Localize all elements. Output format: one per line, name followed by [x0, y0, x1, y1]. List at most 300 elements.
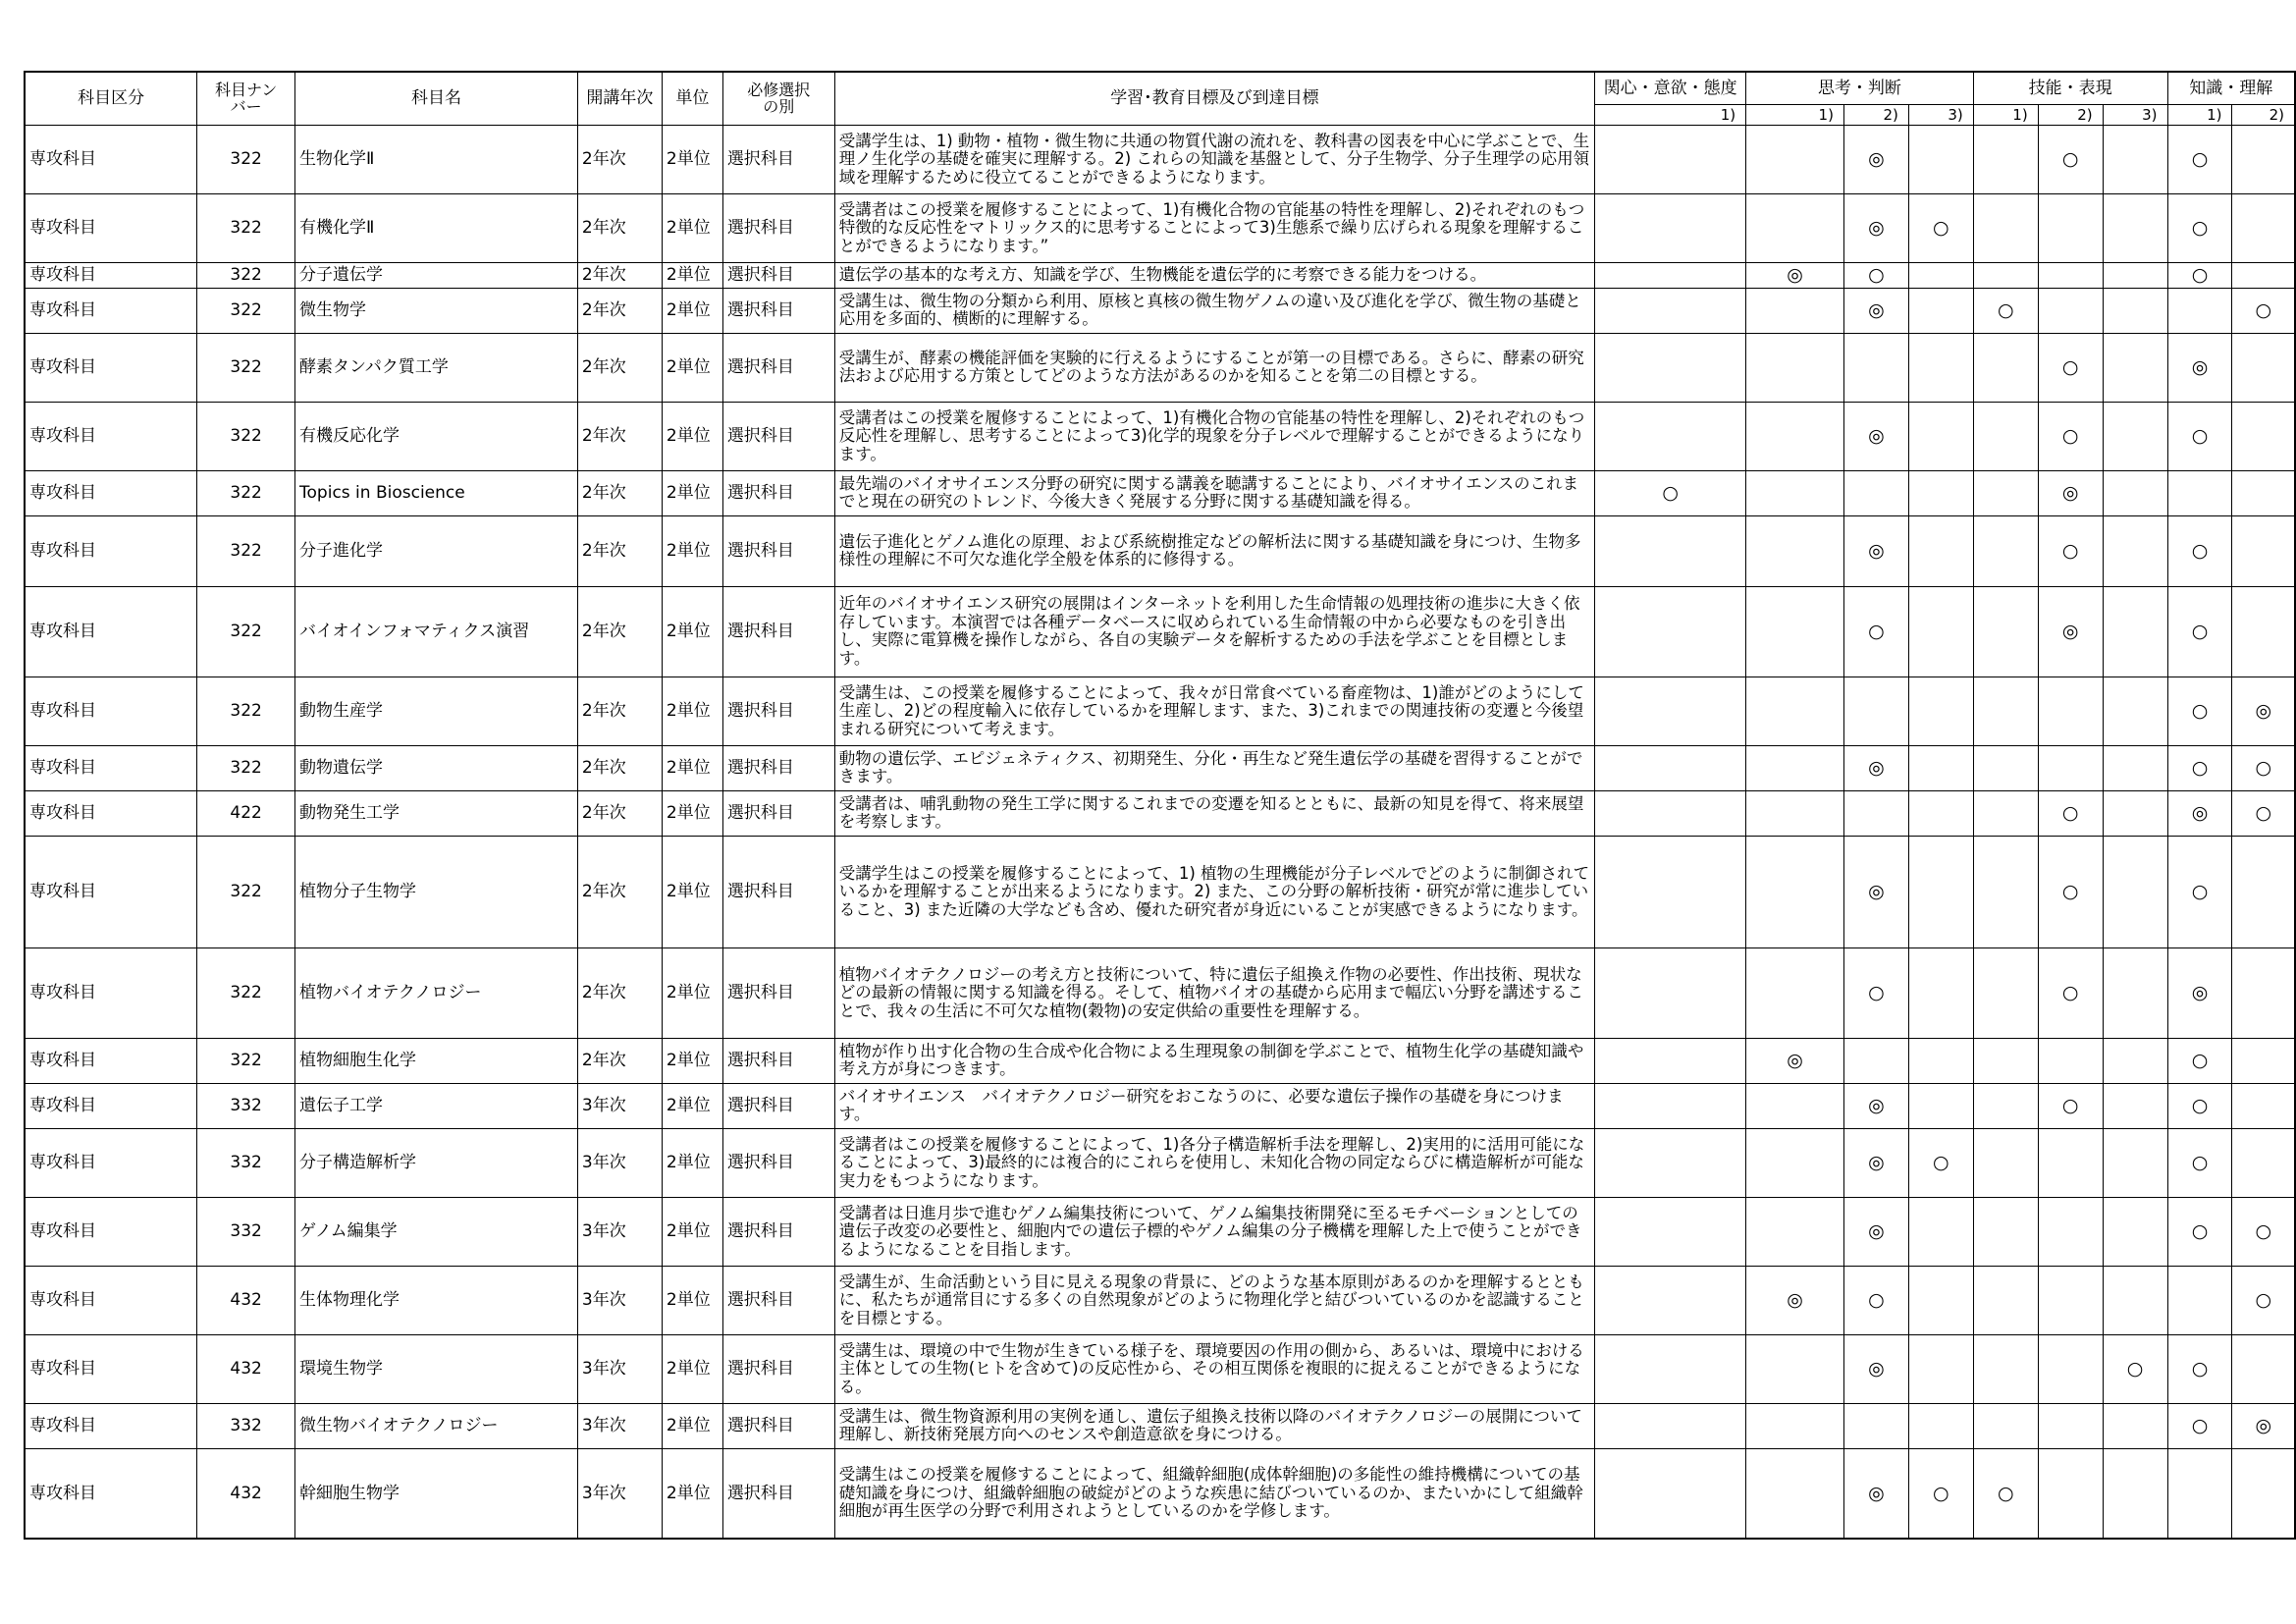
- mark-cell: [1746, 1128, 1844, 1197]
- category-cell: 専攻科目: [25, 1197, 197, 1266]
- mark-cell: [2103, 1197, 2167, 1266]
- mark-cell: [2232, 1128, 2295, 1197]
- mark-cell: ◎: [2038, 470, 2103, 515]
- mark-cell: [1973, 947, 2038, 1038]
- mark-cell: [2232, 470, 2295, 515]
- year-cell: 2年次: [577, 194, 662, 263]
- description-cell: バイオサイエンス バイオテクノロジー研究をおこなうのに、必要な遺伝子操作の基礎を身につけます。: [834, 1083, 1594, 1128]
- mark-cell: [2038, 1448, 2103, 1539]
- mark-cell: [1908, 1038, 1973, 1083]
- course-name-cell: 有機化学Ⅱ: [295, 194, 578, 263]
- requirement-cell: 選択科目: [722, 288, 834, 333]
- requirement-cell: 選択科目: [722, 677, 834, 745]
- header-group-knowledge: 知識・理解: [2167, 72, 2295, 105]
- header-sub: 3): [1908, 105, 1973, 126]
- category-cell: 専攻科目: [25, 586, 197, 677]
- mark-cell: [2232, 1038, 2295, 1083]
- number-cell: 332: [197, 1128, 295, 1197]
- mark-cell: [2103, 1403, 2167, 1448]
- mark-cell: [2038, 1403, 2103, 1448]
- mark-cell: ◎: [2038, 586, 2103, 677]
- mark-cell: [1908, 515, 1973, 586]
- mark-cell: ○: [2038, 1083, 2103, 1128]
- category-cell: 専攻科目: [25, 677, 197, 745]
- mark-cell: ◎: [2232, 677, 2295, 745]
- mark-cell: [1595, 947, 1746, 1038]
- unit-cell: 2単位: [662, 288, 722, 333]
- course-name-cell: Topics in Bioscience: [295, 470, 578, 515]
- year-cell: 3年次: [577, 1266, 662, 1334]
- unit-cell: 2単位: [662, 470, 722, 515]
- mark-cell: [1595, 1448, 1746, 1539]
- header-number-line2: バー: [230, 96, 262, 116]
- number-cell: 322: [197, 836, 295, 947]
- course-name-cell: 微生物学: [295, 288, 578, 333]
- table-row: [25, 402, 2295, 470]
- mark-cell: ◎: [1843, 836, 1908, 947]
- mark-cell: ◎: [1843, 745, 1908, 790]
- mark-cell: ◎: [2167, 790, 2232, 836]
- mark-cell: [1973, 1128, 2038, 1197]
- mark-cell: [1595, 586, 1746, 677]
- mark-cell: ○: [2167, 1403, 2232, 1448]
- mark-cell: [1843, 677, 1908, 745]
- mark-cell: ○: [2232, 288, 2295, 333]
- mark-cell: [1843, 470, 1908, 515]
- mark-cell: ○: [1908, 194, 1973, 263]
- header-year: 開講年次: [577, 72, 662, 126]
- table-row: [25, 194, 2295, 263]
- header-req: [722, 72, 834, 126]
- mark-cell: ○: [1843, 947, 1908, 1038]
- mark-cell: ○: [1843, 586, 1908, 677]
- mark-cell: ○: [2103, 1334, 2167, 1403]
- mark-cell: ○: [2167, 402, 2232, 470]
- mark-cell: [1908, 836, 1973, 947]
- table-row: [25, 745, 2295, 790]
- year-cell: 3年次: [577, 1334, 662, 1403]
- category-cell: 専攻科目: [25, 1128, 197, 1197]
- mark-cell: ○: [2232, 1266, 2295, 1334]
- category-cell: 専攻科目: [25, 263, 197, 289]
- mark-cell: [1746, 836, 1844, 947]
- requirement-cell: 選択科目: [722, 1403, 834, 1448]
- mark-cell: [2103, 402, 2167, 470]
- mark-cell: [1746, 333, 1844, 402]
- mark-cell: ○: [2167, 1197, 2232, 1266]
- mark-cell: [1908, 1334, 1973, 1403]
- mark-cell: [2232, 1334, 2295, 1403]
- mark-cell: ◎: [1843, 1083, 1908, 1128]
- requirement-cell: 選択科目: [722, 1266, 834, 1334]
- course-name-cell: 分子構造解析学: [295, 1128, 578, 1197]
- requirement-cell: 選択科目: [722, 515, 834, 586]
- category-cell: 専攻科目: [25, 1038, 197, 1083]
- category-cell: 専攻科目: [25, 947, 197, 1038]
- mark-cell: ○: [2038, 836, 2103, 947]
- number-cell: 322: [197, 402, 295, 470]
- number-cell: 332: [197, 1083, 295, 1128]
- mark-cell: [1595, 1403, 1746, 1448]
- requirement-cell: 選択科目: [722, 1083, 834, 1128]
- category-cell: 専攻科目: [25, 470, 197, 515]
- mark-cell: [1908, 470, 1973, 515]
- mark-cell: [1973, 1266, 2038, 1334]
- mark-cell: ○: [2038, 790, 2103, 836]
- unit-cell: 2単位: [662, 1083, 722, 1128]
- course-name-cell: バイオインフォマティクス演習: [295, 586, 578, 677]
- mark-cell: ◎: [1843, 515, 1908, 586]
- mark-cell: [2103, 126, 2167, 194]
- requirement-cell: 選択科目: [722, 470, 834, 515]
- unit-cell: 2単位: [662, 263, 722, 289]
- mark-cell: [1595, 402, 1746, 470]
- mark-cell: [2103, 745, 2167, 790]
- description-cell: 受講生は、微生物の分類から利用、原核と真核の微生物ゲノムの違い及び進化を学び、微生物の基礎と応用を多面的、横断的に理解する。: [834, 288, 1594, 333]
- mark-cell: [1746, 126, 1844, 194]
- mark-cell: [1973, 194, 2038, 263]
- year-cell: 3年次: [577, 1128, 662, 1197]
- mark-cell: [1595, 126, 1746, 194]
- category-cell: 専攻科目: [25, 126, 197, 194]
- mark-cell: ◎: [1746, 1038, 1844, 1083]
- mark-cell: ◎: [2232, 1403, 2295, 1448]
- description-cell: 最先端のバイオサイエンス分野の研究に関する講義を聴講することにより、バイオサイエンスのこれまでと現在の研究のトレンド、今後大きく発展する分野に関する基礎知識を得る。: [834, 470, 1594, 515]
- mark-cell: [1746, 515, 1844, 586]
- mark-cell: [1973, 263, 2038, 289]
- number-cell: 322: [197, 745, 295, 790]
- mark-cell: [1973, 745, 2038, 790]
- mark-cell: ○: [2038, 126, 2103, 194]
- mark-cell: [2038, 1334, 2103, 1403]
- year-cell: 2年次: [577, 333, 662, 402]
- number-cell: 332: [197, 1403, 295, 1448]
- mark-cell: [1595, 1128, 1746, 1197]
- table-row: [25, 470, 2295, 515]
- course-name-cell: 幹細胞生物学: [295, 1448, 578, 1539]
- unit-cell: 2単位: [662, 745, 722, 790]
- header-group-thinking: 思考・判断: [1746, 72, 1974, 105]
- category-cell: 専攻科目: [25, 836, 197, 947]
- mark-cell: [2103, 1128, 2167, 1197]
- year-cell: 2年次: [577, 288, 662, 333]
- mark-cell: ○: [2038, 333, 2103, 402]
- mark-cell: [2167, 470, 2232, 515]
- description-cell: 受講者はこの授業を履修することによって、1)各分子構造解析手法を理解し、2)実用的に活用可能になることによって、3)最終的には複合的にこれらを使用し、未知化合物の同定ならびに構造解析が可能な実力をもつようになります。: [834, 1128, 1594, 1197]
- table-body: [25, 126, 2295, 1540]
- mark-cell: [1973, 515, 2038, 586]
- header-req-line2: の別: [763, 96, 795, 116]
- table-row: [25, 1403, 2295, 1448]
- mark-cell: [1908, 333, 1973, 402]
- mark-cell: [2038, 1266, 2103, 1334]
- mark-cell: ○: [2167, 1038, 2232, 1083]
- description-cell: 受講生は、この授業を履修することによって、我々が日常食べている畜産物は、1)誰がどのようにして生産し、2)どの程度輸入に依存しているかを理解します、また、3)これまでの関連技術の変遷と今後望まれる研究について考えます。: [834, 677, 1594, 745]
- course-name-cell: 植物細胞生化学: [295, 1038, 578, 1083]
- mark-cell: ○: [2038, 515, 2103, 586]
- mark-cell: [2103, 194, 2167, 263]
- mark-cell: [1908, 263, 1973, 289]
- mark-cell: [1908, 288, 1973, 333]
- unit-cell: 2単位: [662, 1266, 722, 1334]
- mark-cell: ○: [2167, 745, 2232, 790]
- table-row: [25, 790, 2295, 836]
- year-cell: 2年次: [577, 790, 662, 836]
- header-sub: 1): [2167, 105, 2232, 126]
- mark-cell: [1973, 402, 2038, 470]
- mark-cell: [2103, 1448, 2167, 1539]
- table-row: [25, 677, 2295, 745]
- mark-cell: ◎: [1843, 1128, 1908, 1197]
- header-group-skill: 技能・表現: [1973, 72, 2167, 105]
- header-sub: 1): [1595, 105, 1746, 126]
- mark-cell: ◎: [1843, 288, 1908, 333]
- header-unit: 単位: [662, 72, 722, 126]
- mark-cell: [1973, 836, 2038, 947]
- number-cell: 332: [197, 1197, 295, 1266]
- number-cell: 322: [197, 333, 295, 402]
- mark-cell: ○: [2167, 836, 2232, 947]
- table-row: [25, 333, 2295, 402]
- mark-cell: [2103, 470, 2167, 515]
- mark-cell: ○: [2232, 1197, 2295, 1266]
- unit-cell: 2単位: [662, 515, 722, 586]
- unit-cell: 2単位: [662, 333, 722, 402]
- mark-cell: [2103, 677, 2167, 745]
- requirement-cell: 選択科目: [722, 836, 834, 947]
- mark-cell: [2167, 1448, 2232, 1539]
- year-cell: 2年次: [577, 677, 662, 745]
- mark-cell: [1973, 1334, 2038, 1403]
- mark-cell: [2167, 288, 2232, 333]
- requirement-cell: 選択科目: [722, 1334, 834, 1403]
- mark-cell: [1746, 745, 1844, 790]
- requirement-cell: 選択科目: [722, 194, 834, 263]
- mark-cell: ◎: [2167, 947, 2232, 1038]
- category-cell: 専攻科目: [25, 515, 197, 586]
- requirement-cell: 選択科目: [722, 333, 834, 402]
- mark-cell: [2103, 288, 2167, 333]
- requirement-cell: 選択科目: [722, 126, 834, 194]
- year-cell: 2年次: [577, 947, 662, 1038]
- mark-cell: [1908, 586, 1973, 677]
- mark-cell: [2232, 402, 2295, 470]
- mark-cell: [2103, 333, 2167, 402]
- mark-cell: [1746, 1334, 1844, 1403]
- mark-cell: ◎: [2167, 333, 2232, 402]
- mark-cell: [1746, 194, 1844, 263]
- description-cell: 植物が作り出す化合物の生合成や化合物による生理現象の制御を学ぶことで、植物生化学の基礎知識や考え方が身につきます。: [834, 1038, 1594, 1083]
- mark-cell: [2103, 1083, 2167, 1128]
- mark-cell: [2103, 1266, 2167, 1334]
- category-cell: 専攻科目: [25, 1448, 197, 1539]
- unit-cell: 2単位: [662, 1334, 722, 1403]
- mark-cell: ◎: [1843, 126, 1908, 194]
- mark-cell: [1908, 1197, 1973, 1266]
- mark-cell: ◎: [1843, 1448, 1908, 1539]
- table-row: [25, 1128, 2295, 1197]
- category-cell: 専攻科目: [25, 745, 197, 790]
- mark-cell: ○: [2167, 1334, 2232, 1403]
- number-cell: 322: [197, 194, 295, 263]
- header-sub: 2): [1843, 105, 1908, 126]
- mark-cell: [1843, 1403, 1908, 1448]
- course-name-cell: 有機反応化学: [295, 402, 578, 470]
- mark-cell: [2103, 790, 2167, 836]
- year-cell: 2年次: [577, 515, 662, 586]
- table-row: [25, 1334, 2295, 1403]
- description-cell: 植物バイオテクノロジーの考え方と技術について、特に遺伝子組換え作物の必要性、作出技術、現状などの最新の情報に関する知識を得る。そして、植物バイオの基礎から応用まで幅広い分野を講述することで、我々の生活に不可欠な植物(穀物)の安定供給の重要性を理解する。: [834, 947, 1594, 1038]
- requirement-cell: 選択科目: [722, 1128, 834, 1197]
- description-cell: 受講者は日進月歩で進むゲノム編集技術について、ゲノム編集技術開発に至るモチベーションとしての遺伝子改変の必要性と、細胞内での遺伝子標的やゲノム編集の分子機構を理解した上で使うことができるようになることを目指します。: [834, 1197, 1594, 1266]
- mark-cell: [1908, 745, 1973, 790]
- course-name-cell: ゲノム編集学: [295, 1197, 578, 1266]
- number-cell: 322: [197, 515, 295, 586]
- mark-cell: ○: [1908, 1128, 1973, 1197]
- mark-cell: [1595, 263, 1746, 289]
- mark-cell: [1595, 1038, 1746, 1083]
- mark-cell: [1595, 1197, 1746, 1266]
- header-sub: 1): [1746, 105, 1844, 126]
- mark-cell: [1973, 470, 2038, 515]
- category-cell: 専攻科目: [25, 288, 197, 333]
- mark-cell: ◎: [1843, 1334, 1908, 1403]
- table-row: [25, 1266, 2295, 1334]
- unit-cell: 2単位: [662, 1197, 722, 1266]
- requirement-cell: 選択科目: [722, 947, 834, 1038]
- mark-cell: [2038, 745, 2103, 790]
- mark-cell: ○: [1595, 470, 1746, 515]
- number-cell: 322: [197, 126, 295, 194]
- mark-cell: [1595, 194, 1746, 263]
- unit-cell: 2単位: [662, 1403, 722, 1448]
- mark-cell: ○: [2167, 515, 2232, 586]
- mark-cell: ○: [1843, 1266, 1908, 1334]
- description-cell: 遺伝子進化とゲノム進化の原理、および系統樹推定などの解析法に関する基礎知識を身につけ、生物多様性の理解に不可欠な進化学全般を体系的に修得する。: [834, 515, 1594, 586]
- mark-cell: [2103, 586, 2167, 677]
- mark-cell: [1973, 126, 2038, 194]
- description-cell: 受講者はこの授業を履修することによって、1)有機化合物の官能基の特性を理解し、2)それぞれのもつ反応性を理解し、思考することによって3)化学的現象を分子レベルで理解することができるようになります。: [834, 402, 1594, 470]
- description-cell: 受講生が、酵素の機能評価を実験的に行えるようにすることが第一の目標である。さらに、酵素の研究法および応用する方策としてどのような方法があるのかを知ることを第二の目標とする。: [834, 333, 1594, 402]
- mark-cell: [2103, 1038, 2167, 1083]
- mark-cell: [1973, 1197, 2038, 1266]
- mark-cell: [2038, 288, 2103, 333]
- mark-cell: [1973, 1083, 2038, 1128]
- category-cell: 専攻科目: [25, 402, 197, 470]
- mark-cell: [1746, 677, 1844, 745]
- table-row: [25, 836, 2295, 947]
- number-cell: 322: [197, 947, 295, 1038]
- unit-cell: 2単位: [662, 1448, 722, 1539]
- course-name-cell: 動物発生工学: [295, 790, 578, 836]
- course-name-cell: 遺伝子工学: [295, 1083, 578, 1128]
- mark-cell: ◎: [1843, 194, 1908, 263]
- mark-cell: [1746, 790, 1844, 836]
- mark-cell: [1973, 586, 2038, 677]
- course-name-cell: 分子進化学: [295, 515, 578, 586]
- mark-cell: [1908, 947, 1973, 1038]
- mark-cell: [2103, 836, 2167, 947]
- mark-cell: [1908, 677, 1973, 745]
- mark-cell: [1908, 1266, 1973, 1334]
- mark-cell: ○: [2232, 745, 2295, 790]
- mark-cell: [2038, 263, 2103, 289]
- number-cell: 322: [197, 470, 295, 515]
- year-cell: 2年次: [577, 1038, 662, 1083]
- mark-cell: [2038, 194, 2103, 263]
- description-cell: 受講生はこの授業を履修することによって、組織幹細胞(成体幹細胞)の多能性の維持機構についての基礎知識を身につけ、組織幹細胞の破綻がどのような疾患に結びついているのか、またいかにして組織幹細胞が再生医学の分野で利用されようとしているのかを学修します。: [834, 1448, 1594, 1539]
- number-cell: 322: [197, 677, 295, 745]
- header-description: 学習･教育目標及び到達目標: [834, 72, 1594, 126]
- mark-cell: ○: [2167, 677, 2232, 745]
- mark-cell: ○: [2167, 194, 2232, 263]
- mark-cell: [1973, 677, 2038, 745]
- mark-cell: ○: [2167, 126, 2232, 194]
- category-cell: 専攻科目: [25, 790, 197, 836]
- description-cell: 受講者は、哺乳動物の発生工学に関するこれまでの変遷を知るとともに、最新の知見を得て、将来展望を考察します。: [834, 790, 1594, 836]
- mark-cell: [1973, 1403, 2038, 1448]
- year-cell: 3年次: [577, 1083, 662, 1128]
- mark-cell: [1908, 1403, 1973, 1448]
- year-cell: 2年次: [577, 263, 662, 289]
- requirement-cell: 選択科目: [722, 586, 834, 677]
- mark-cell: ◎: [1746, 1266, 1844, 1334]
- mark-cell: ○: [2167, 263, 2232, 289]
- unit-cell: 2単位: [662, 586, 722, 677]
- description-cell: 受講生は、微生物資源利用の実例を通し、遺伝子組換え技術以降のバイオテクノロジーの展開について理解し、新技術発展方向へのセンスや創造意欲を身につける。: [834, 1403, 1594, 1448]
- header-number: [197, 72, 295, 126]
- unit-cell: 2単位: [662, 126, 722, 194]
- mark-cell: [1973, 333, 2038, 402]
- number-cell: 322: [197, 1038, 295, 1083]
- number-cell: 322: [197, 586, 295, 677]
- mark-cell: ○: [2167, 1128, 2232, 1197]
- unit-cell: 2単位: [662, 677, 722, 745]
- year-cell: 3年次: [577, 1403, 662, 1448]
- mark-cell: ○: [2167, 1083, 2232, 1128]
- mark-cell: [1595, 836, 1746, 947]
- mark-cell: [2038, 1128, 2103, 1197]
- mark-cell: [2103, 947, 2167, 1038]
- mark-cell: [1973, 1038, 2038, 1083]
- mark-cell: [1595, 745, 1746, 790]
- course-name-cell: 植物分子生物学: [295, 836, 578, 947]
- number-cell: 432: [197, 1334, 295, 1403]
- mark-cell: ○: [1973, 1448, 2038, 1539]
- table-row: [25, 1083, 2295, 1128]
- course-name-cell: 環境生物学: [295, 1334, 578, 1403]
- mark-cell: [1843, 333, 1908, 402]
- mark-cell: [1908, 402, 1973, 470]
- header-name: 科目名: [295, 72, 578, 126]
- mark-cell: [2232, 515, 2295, 586]
- year-cell: 2年次: [577, 470, 662, 515]
- year-cell: 2年次: [577, 126, 662, 194]
- table-row: [25, 515, 2295, 586]
- header-sub: 2): [2232, 105, 2295, 126]
- header-sub: 2): [2038, 105, 2103, 126]
- mark-cell: ○: [1908, 1448, 1973, 1539]
- mark-cell: [1843, 1038, 1908, 1083]
- number-cell: 432: [197, 1448, 295, 1539]
- year-cell: 2年次: [577, 402, 662, 470]
- requirement-cell: 選択科目: [722, 1038, 834, 1083]
- description-cell: 受講者はこの授業を履修することによって、1)有機化合物の官能基の特性を理解し、2)それぞれのもつ特徴的な反応性をマトリックス的に思考することによって3)生態系で繰り広げられる現象を理解することができるようになります。”: [834, 194, 1594, 263]
- unit-cell: 2単位: [662, 836, 722, 947]
- unit-cell: 2単位: [662, 402, 722, 470]
- course-name-cell: 生物化学Ⅱ: [295, 126, 578, 194]
- table-row: [25, 947, 2295, 1038]
